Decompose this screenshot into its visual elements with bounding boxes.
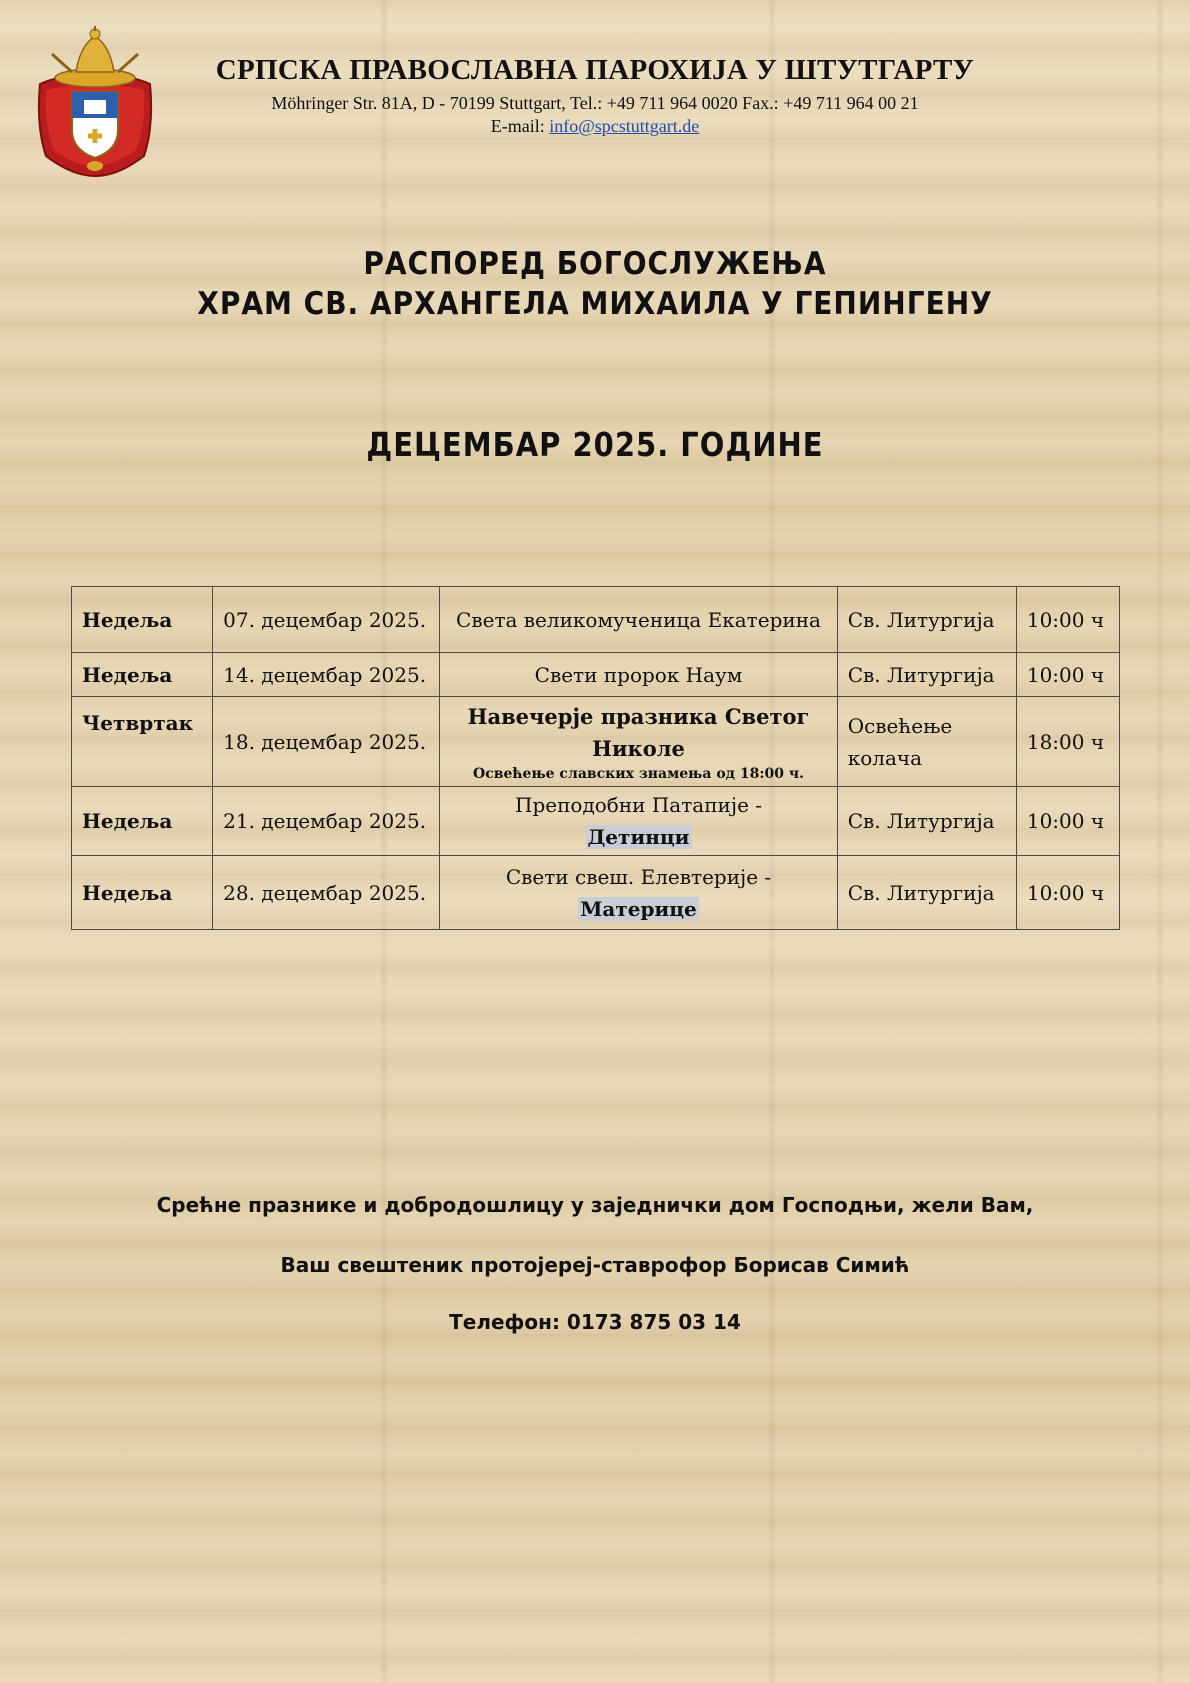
date-cell: 21. децембар 2025. — [213, 787, 440, 856]
date-cell: 18. децембар 2025. — [213, 697, 440, 787]
time-cell: 10:00 ч — [1016, 856, 1119, 930]
service-cell: Св. Литургија — [837, 787, 1016, 856]
month-heading: ДЕЦЕМБАР 2025. ГОДИНЕ — [366, 425, 824, 465]
service-cell: Св. Литургија — [837, 653, 1016, 697]
feast-highlight: Детинци — [587, 825, 690, 849]
time-cell: 10:00 ч — [1016, 587, 1119, 653]
time-cell: 10:00 ч — [1016, 653, 1119, 697]
parish-email-line — [160, 116, 1030, 137]
footer-greeting: Срећне празнике и добродошлицу у заједнички дом Господњи, жели Вам, — [156, 1193, 1034, 1217]
church-name-heading: ХРАМ СВ. АРХАНГЕЛА МИХАИЛА У ГЕПИНГЕНУ — [197, 285, 993, 322]
day-cell: Недеља — [72, 856, 213, 930]
day-cell: Недеља — [72, 653, 213, 697]
time-cell: 18:00 ч — [1016, 697, 1119, 787]
feast-cell — [440, 787, 837, 856]
feast-highlight: Материце — [580, 896, 697, 921]
parish-title: СРПСКА ПРАВОСЛАВНА ПАРОХИЈА У ШТУТГАРТУ — [215, 54, 975, 86]
feast-note: Освећење славских знамења од 18:00 ч. — [473, 765, 805, 782]
table-row — [72, 856, 1120, 930]
day-cell: Недеља — [72, 587, 213, 653]
feast-cell: Света великомученица Екатерина — [440, 587, 837, 653]
feast-cell: Свети пророк Наум — [440, 653, 837, 697]
date-cell: 07. децембар 2025. — [213, 587, 440, 653]
date-cell: 14. децембар 2025. — [213, 653, 440, 697]
day-cell: Недеља — [72, 787, 213, 856]
schedule-heading: РАСПОРЕД БОГОСЛУЖЕЊА — [363, 245, 827, 282]
feast-title: Свети свеш. Елевтерије - — [505, 864, 772, 889]
feast-title: Навечерје празника Светог Николе — [467, 703, 810, 761]
service-schedule-table — [71, 586, 1120, 930]
email-link[interactable]: info@spcstuttgart.de — [549, 116, 700, 136]
table-row — [72, 787, 1120, 856]
feast-cell — [440, 856, 837, 930]
table-row — [72, 587, 1120, 653]
time-cell: 10:00 ч — [1016, 787, 1119, 856]
church-crest-logo — [32, 26, 158, 178]
day-cell: Четвртак — [72, 697, 213, 787]
date-cell: 28. децембар 2025. — [213, 856, 440, 930]
service-cell: Освећење колача — [837, 697, 1016, 787]
service-cell: Св. Литургија — [837, 587, 1016, 653]
table-row — [72, 653, 1120, 697]
parish-address: Möhringer Str. 81A, D - 70199 Stuttgart, Tel.: +49 711 964 0020 Fax.: +49 711 964 00 21 — [271, 93, 919, 113]
footer-signature: Ваш свештеник протојереј-ставрофор Борисав Симић — [280, 1253, 910, 1277]
footer-phone: Телефон: 0173 875 03 14 — [449, 1310, 741, 1334]
feast-title: Преподобни Патапије - — [515, 793, 763, 817]
service-cell: Св. Литургија — [837, 856, 1016, 930]
email-label: E-mail: — [490, 116, 550, 136]
feast-cell — [440, 697, 837, 787]
table-row — [72, 697, 1120, 787]
